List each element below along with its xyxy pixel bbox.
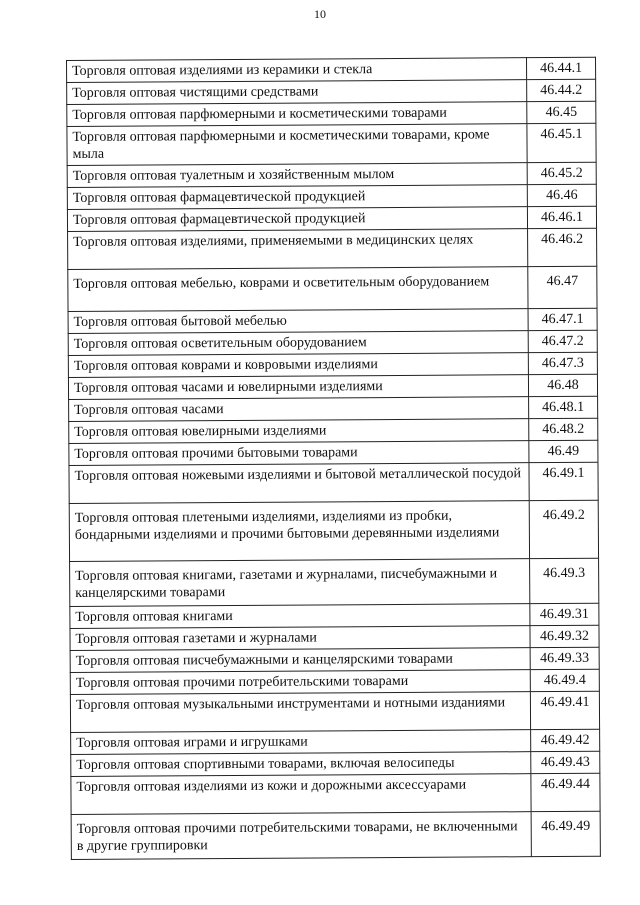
okved-code-cell: 46.47.1 — [528, 308, 597, 330]
table-row — [67, 123, 596, 165]
table-row — [71, 811, 600, 859]
okved-code-cell: 46.48.1 — [529, 396, 598, 418]
okved-code-cell: 46.47.3 — [528, 352, 597, 374]
table-row — [67, 184, 596, 209]
page-number: 10 — [314, 7, 326, 21]
activity-name-cell: Торговля оптовая изделиями, применяемыми в медицинских целях — [68, 229, 528, 270]
activity-name-cell: Торговля оптовая мебелью, коврами и осветительным оборудованием — [68, 267, 528, 312]
table-row — [71, 729, 600, 754]
okved-code-cell: 46.47.2 — [528, 330, 597, 352]
okved-table — [66, 57, 601, 860]
okved-code-cell: 46.45.2 — [527, 162, 596, 184]
okved-code-cell: 46.45.1 — [527, 123, 596, 162]
okved-code-cell: 46.46.2 — [528, 228, 597, 266]
table-row — [70, 625, 599, 650]
activity-name-cell: Торговля оптовая фармацевтической продукцией — [67, 207, 527, 232]
table-row — [69, 440, 598, 465]
okved-code-cell: 46.49 — [529, 440, 598, 462]
activity-name-cell: Торговля оптовая изделиями из керамики и стекла — [67, 58, 527, 83]
table-row — [71, 773, 600, 814]
okved-code-cell: 46.47 — [528, 266, 597, 308]
table-row — [67, 206, 596, 231]
table-row — [70, 691, 599, 732]
activity-name-cell: Торговля оптовая прочими бытовыми товарами — [69, 441, 529, 466]
okved-code-cell: 46.48 — [528, 374, 597, 396]
table-row — [70, 647, 599, 672]
activity-name-cell: Торговля оптовая прочими потребительскими товарами, не включенными в другие группировки — [71, 812, 531, 860]
okved-code-cell: 46.46 — [527, 184, 596, 206]
activity-name-cell: Торговля оптовая газетами и журналами — [70, 626, 530, 651]
table-row — [68, 266, 597, 311]
okved-code-cell: 46.49.3 — [530, 558, 599, 603]
activity-name-cell: Торговля оптовая прочими потребительскими товарами — [70, 670, 530, 695]
table-row — [67, 101, 596, 126]
okved-code-cell: 46.49.41 — [530, 691, 599, 729]
activity-name-cell: Торговля оптовая ювелирными изделиями — [69, 419, 529, 444]
table-row — [68, 228, 597, 269]
okved-code-cell: 46.49.1 — [529, 462, 598, 500]
activity-name-cell: Торговля оптовая изделиями из кожи и дорожными аксессуарами — [71, 774, 531, 815]
table-row — [67, 57, 596, 82]
okved-code-cell: 46.49.49 — [531, 811, 600, 856]
table-row — [67, 162, 596, 187]
okved-code-cell: 46.45 — [527, 101, 596, 123]
activity-name-cell: Торговля оптовая часами — [69, 397, 529, 422]
activity-name-cell: Торговля оптовая книгами, газетами и журналами, писчебумажными и канцелярскими товарами — [70, 559, 530, 607]
activity-name-cell: Торговля оптовая чистящими средствами — [67, 80, 527, 105]
activity-name-cell: Торговля оптовая спортивными товарами, включая велосипеды — [71, 752, 531, 777]
activity-name-cell: Торговля оптовая парфюмерными и косметическими товарами, кроме мыла — [67, 124, 527, 166]
okved-code-cell: 46.49.32 — [530, 625, 599, 647]
activity-name-cell: Торговля оптовая играми и игрушками — [71, 730, 531, 755]
okved-code-cell: 46.49.43 — [531, 751, 600, 773]
okved-code-cell: 46.49.2 — [529, 500, 598, 558]
table-row — [69, 418, 598, 443]
table-row — [67, 79, 596, 104]
table-row — [68, 330, 597, 355]
activity-name-cell: Торговля оптовая туалетным и хозяйственным мылом — [67, 163, 527, 188]
okved-code-cell: 46.44.2 — [527, 79, 596, 101]
okved-code-cell: 46.49.31 — [530, 603, 599, 625]
table-row — [68, 374, 597, 399]
table-row — [69, 396, 598, 421]
okved-code-cell: 46.44.1 — [526, 57, 595, 79]
table-row — [71, 751, 600, 776]
okved-code-cell: 46.48.2 — [529, 418, 598, 440]
activity-name-cell: Торговля оптовая осветительным оборудованием — [68, 331, 528, 356]
activity-name-cell: Торговля оптовая книгами — [70, 604, 530, 629]
activity-name-cell: Торговля оптовая коврами и ковровыми изделиями — [68, 353, 528, 378]
activity-name-cell: Торговля оптовая парфюмерными и косметическими товарами — [67, 102, 527, 127]
activity-name-cell: Торговля оптовая бытовой мебелью — [68, 309, 528, 334]
table-row — [70, 669, 599, 694]
table-row — [69, 462, 598, 503]
activity-name-cell: Торговля оптовая писчебумажными и канцелярскими товарами — [70, 648, 530, 673]
activity-name-cell: Торговля оптовая часами и ювелирными изделиями — [68, 375, 528, 400]
okved-code-cell: 46.49.4 — [530, 669, 599, 691]
okved-code-cell: 46.49.33 — [530, 647, 599, 669]
table-row — [70, 603, 599, 628]
activity-name-cell: Торговля оптовая фармацевтической продукцией — [67, 185, 527, 210]
table-row — [70, 558, 599, 606]
okved-code-cell: 46.49.44 — [531, 773, 600, 811]
okved-code-cell: 46.49.42 — [531, 729, 600, 751]
activity-name-cell: Торговля оптовая ножевыми изделиями и бытовой металлической посудой — [69, 463, 529, 504]
table-row — [68, 308, 597, 333]
okved-code-cell: 46.46.1 — [527, 206, 596, 228]
table-row — [68, 352, 597, 377]
activity-name-cell: Торговля оптовая плетеными изделиями, изделиями из пробки, бондарными изделиями и прочими бытовыми деревянными изделиями — [69, 501, 529, 562]
table-row — [69, 500, 598, 561]
activity-name-cell: Торговля оптовая музыкальными инструментами и нотными изданиями — [70, 692, 530, 733]
